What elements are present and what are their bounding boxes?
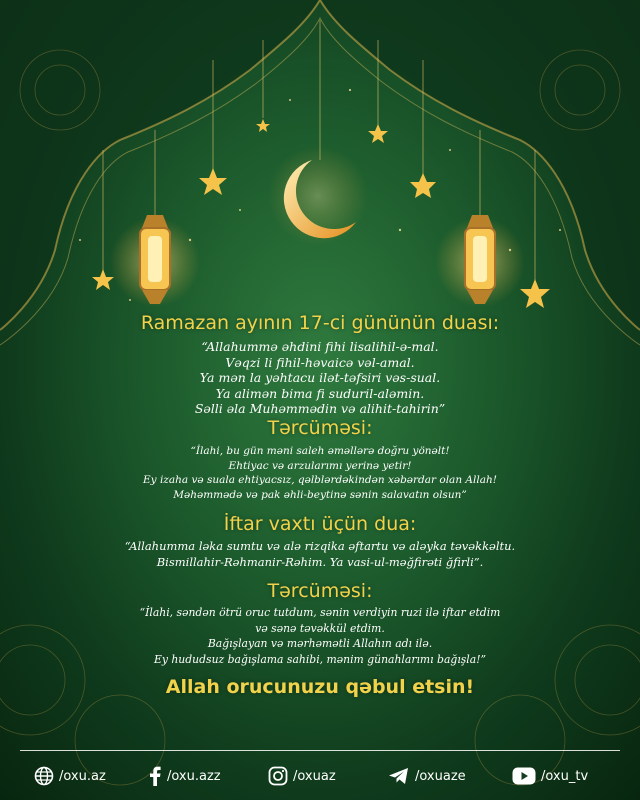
translation-line: Bağışlayan və mərhəmətli Allahın adı ilə. <box>207 637 433 650</box>
iftar-text <box>40 539 600 570</box>
dua-line: Səlli əla Muhəmmədin və alihit-tahirin” <box>194 401 446 416</box>
globe-icon <box>34 766 54 786</box>
social-telegram-link[interactable] <box>388 766 466 786</box>
social-label: /oxu.azz <box>167 768 221 784</box>
social-label: /oxuaze <box>415 768 466 784</box>
iftar-line: Bismillahir-Rəhmanir-Rəhim. Ya vasi-ul-məğfirəti ğfirli”. <box>156 554 484 569</box>
social-instagram-link[interactable] <box>268 766 336 786</box>
dua-title: Ramazan ayının 17-ci gününün duası: <box>140 312 500 334</box>
translation-text-1 <box>40 444 600 502</box>
translation-text-2 <box>40 605 600 667</box>
translation-line: Ey hududsuz bağışlama sahibi, mənim günahlarımı bağışla!” <box>153 652 487 666</box>
translation-title-2: Tərcüməsi: <box>267 580 373 602</box>
dua-line: Vəqzi li fihil-həvaicə vəl-amal. <box>225 354 415 370</box>
social-label: /oxu_tv <box>541 768 589 784</box>
facebook-icon <box>148 766 162 786</box>
translation-line: Ey izaha və suala ehtiyacsız, qəlblərdəkindən xəbərdar olan Allah! <box>143 474 497 486</box>
telegram-icon <box>388 766 410 786</box>
instagram-icon <box>268 766 288 786</box>
social-youtube-link[interactable] <box>512 766 588 786</box>
translation-line: Məhəmmədə və pak əhli-beytinə sənin salavatın olsun” <box>173 488 467 501</box>
dua-line: “Allahummə əhdini fihi lisalihil-ə-mal. <box>201 339 439 354</box>
social-website-link[interactable] <box>34 766 106 786</box>
translation-line: və sənə təvəkkül etdim. <box>255 621 385 635</box>
translation-line: “İlahi, səndən ötrü oruc tutdum, sənin verdiyin ruzi ilə iftar etdim <box>139 606 501 619</box>
translation-line: “İlahi, bu gün məni saleh əməllərə doğru yönəlt! <box>190 445 450 457</box>
youtube-icon <box>512 767 536 785</box>
iftar-title: İftar vaxtı üçün dua: <box>223 513 417 535</box>
social-facebook-link[interactable] <box>148 766 221 786</box>
social-label: /oxu.az <box>59 768 106 784</box>
social-label: /oxuaz <box>293 768 336 784</box>
translation-line: Ehtiyac və arzularımı yerinə yetir! <box>228 459 412 472</box>
translation-title-1: Tərcüməsi: <box>267 417 373 439</box>
closing-text: Allah orucunuzu qəbul etsin! <box>165 676 475 698</box>
dua-line: Ya alimən bima fi suduril-aləmin. <box>215 385 425 401</box>
dua-text <box>40 339 600 417</box>
iftar-line: “Allahumma ləka sumtu və alə rizqika əftartu və aləyka təvəkkəltu. <box>124 539 516 553</box>
footer-divider <box>20 750 620 751</box>
dua-line: Ya mən la yəhtacu ilət-təfsiri vəs-sual. <box>199 370 441 385</box>
